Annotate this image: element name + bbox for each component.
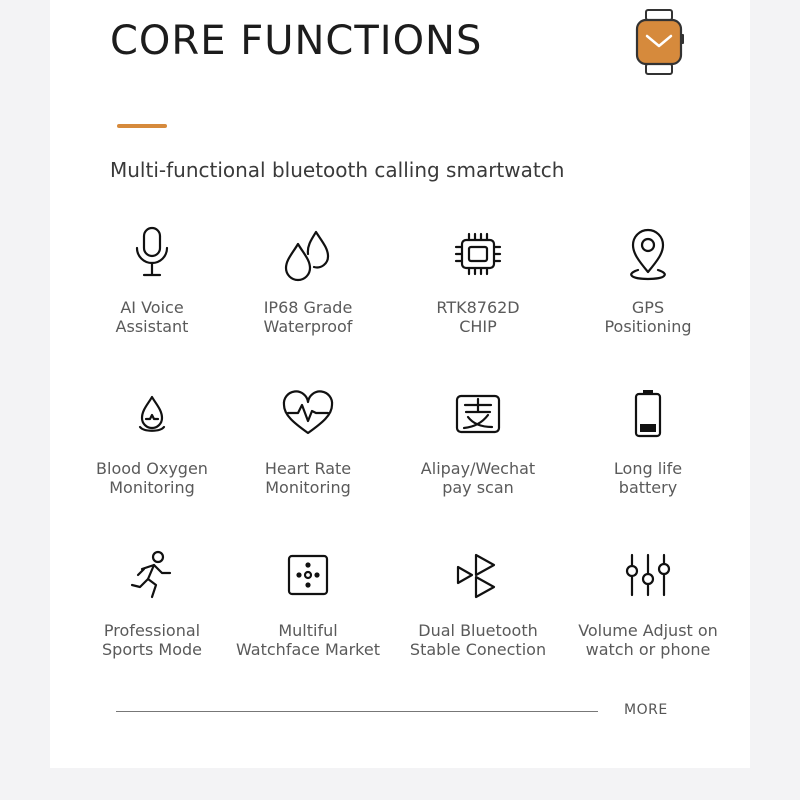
feature-label: AI Voice Assistant <box>115 298 189 336</box>
water-drops-icon <box>278 224 338 284</box>
more-link[interactable]: MORE <box>624 702 668 718</box>
feature-label: IP68 Grade Waterproof <box>263 298 353 336</box>
feature-label: Dual Bluetooth Stable Conection <box>409 621 547 659</box>
running-person-icon <box>122 547 182 607</box>
feature-ai-voice <box>67 224 237 336</box>
divider <box>116 711 598 712</box>
feature-watchface <box>223 547 393 659</box>
page-title: CORE FUNCTIONS <box>110 18 483 64</box>
feature-label: Blood Oxygen Monitoring <box>96 459 208 497</box>
feature-battery <box>563 385 733 497</box>
feature-blood-oxygen <box>67 385 237 497</box>
smartwatch-icon <box>632 8 686 76</box>
blood-oxygen-icon <box>122 385 182 445</box>
feature-label: Volume Adjust on watch or phone <box>578 621 718 659</box>
accent-bar <box>117 124 167 128</box>
feature-label: Long life battery <box>613 459 683 497</box>
feature-gps <box>563 224 733 336</box>
feature-alipay <box>393 385 563 497</box>
chip-icon <box>448 224 508 284</box>
feature-label: Multiful Watchface Market <box>236 621 380 659</box>
feature-label: GPS Positioning <box>604 298 692 336</box>
feature-sports <box>67 547 237 659</box>
feature-heart-rate <box>223 385 393 497</box>
feature-waterproof <box>223 224 393 336</box>
feature-volume <box>563 547 733 659</box>
feature-label: Heart Rate Monitoring <box>264 459 352 497</box>
feature-bluetooth <box>393 547 563 659</box>
alipay-icon <box>448 385 508 445</box>
battery-icon <box>618 385 678 445</box>
microphone-icon <box>122 224 182 284</box>
bluetooth-icon <box>448 547 508 607</box>
sliders-icon <box>618 547 678 607</box>
heart-rate-icon <box>278 385 338 445</box>
feature-label: RTK8762D CHIP <box>436 298 520 336</box>
location-pin-icon <box>618 224 678 284</box>
feature-label: Professional Sports Mode <box>102 621 202 659</box>
watchface-dice-icon <box>278 547 338 607</box>
feature-label: Alipay/Wechat pay scan <box>420 459 536 497</box>
feature-chip <box>393 224 563 336</box>
subtitle: Multi-functional bluetooth calling smartwatch <box>110 158 565 182</box>
